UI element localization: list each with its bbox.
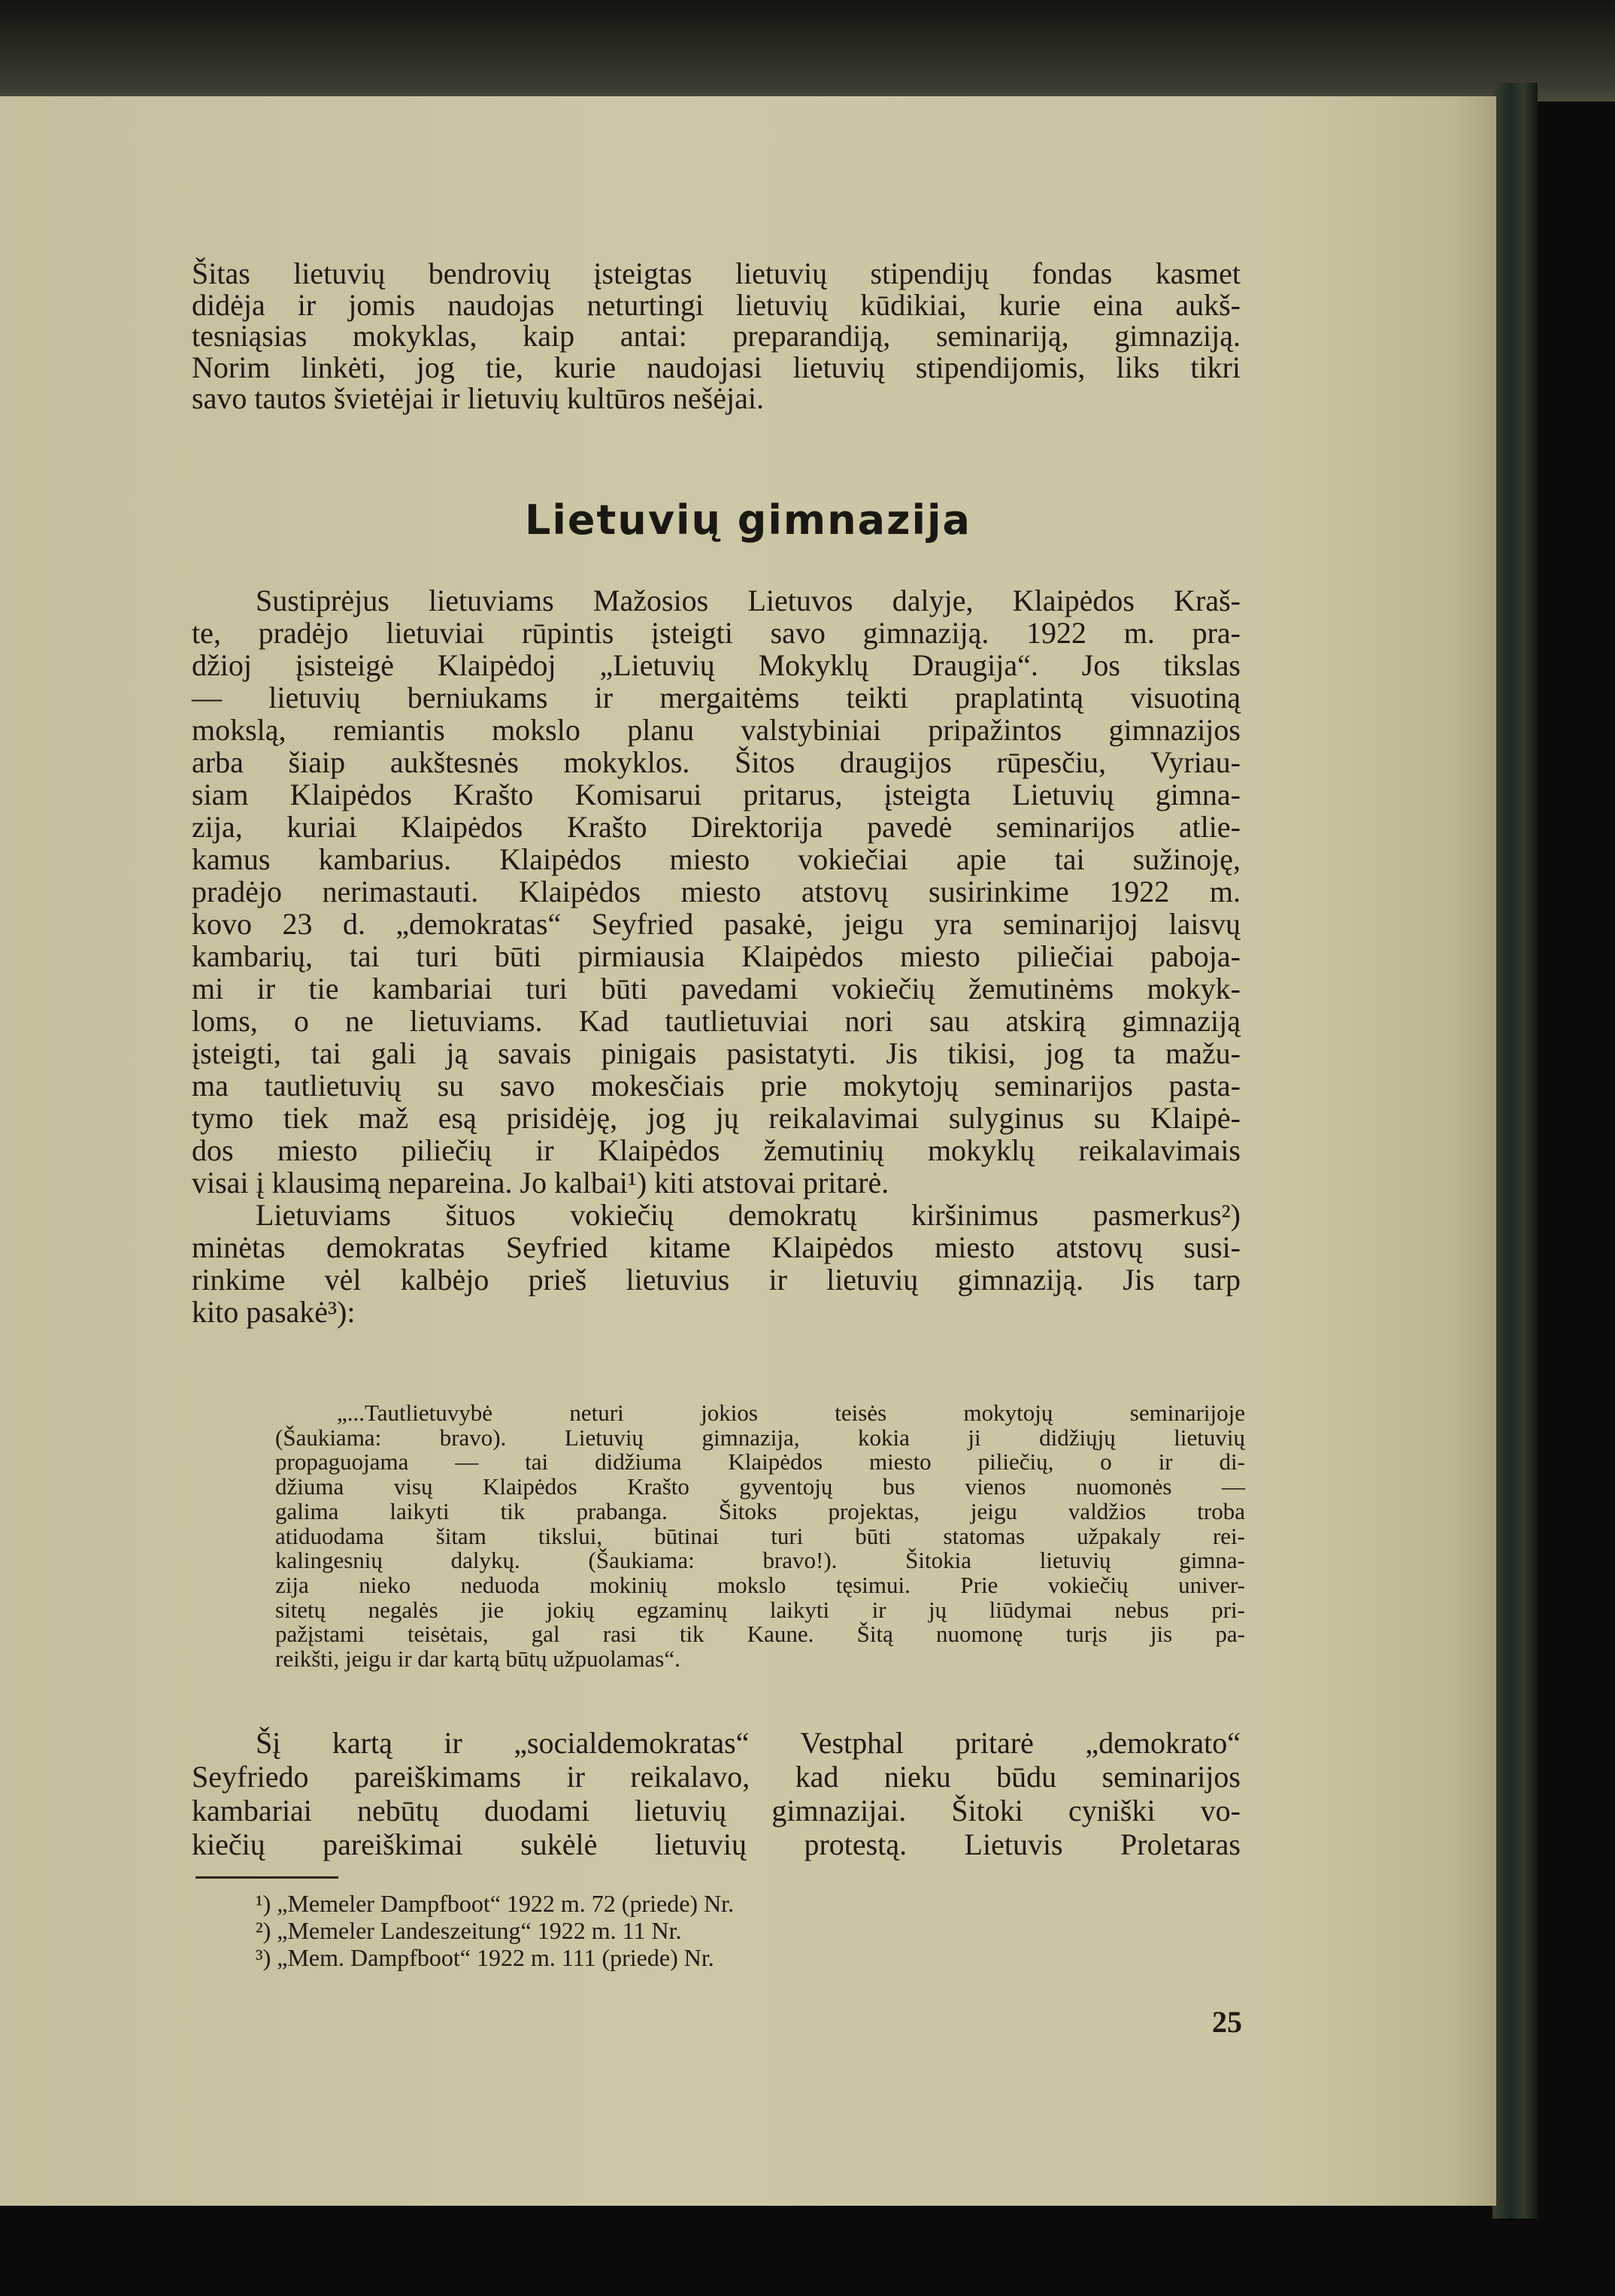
page-number: 25 <box>1212 2005 1242 2039</box>
text-line: reikšti, jeigu ir dar kartą būtų užpuolamas“. <box>275 1645 680 1673</box>
text-line: propaguojama — tai didžiuma Klaipėdos miesto piliečių, o ir di- <box>275 1448 1245 1476</box>
paragraph-gymnasium-history <box>192 584 1241 1328</box>
text-line: tymo tiek maž esą prisidėję, jog jų reikalavimai sulyginus su Klaipė- <box>192 1101 1241 1135</box>
text-line: „...Tautlietuvybė neturi jokios teisės mokytojų seminarijoje <box>337 1400 1245 1426</box>
text-line: Norim linkėti, jog tie, kurie naudojasi lietuvių stipendijomis, liks tikri <box>192 350 1241 384</box>
text-line: mokslą, remiantis mokslo planu valstybiniai pripažintos gimnazijos <box>192 713 1241 747</box>
paragraph-founding <box>192 584 1241 1199</box>
paragraph-seyfried <box>192 1199 1241 1328</box>
block-quote <box>275 1401 1245 1672</box>
text-line: (Šaukiama: bravo). Lietuvių gimnazija, kokia ji didžiųjų lietuvių <box>275 1424 1245 1451</box>
text-line: kambarių, tai turi būti pirmiausia Klaipėdos miesto piliečiai paboja- <box>192 939 1241 973</box>
text-line: dos miesto piliečių ir Klaipėdos žemutinių mokyklų reikalavimais <box>192 1133 1241 1167</box>
footnotes <box>256 1890 1158 1971</box>
paragraph-stipend-fund <box>192 258 1241 414</box>
section-heading: Lietuvių gimnazija <box>525 496 971 544</box>
footnote-2: ²) „Memeler Landeszeitung“ 1922 m. 11 Nr. <box>256 1917 682 1944</box>
text-line: minėtas demokratas Seyfried kitame Klaipėdos miesto atstovų susi- <box>192 1230 1241 1264</box>
text-line: arba šiaip aukštesnės mokyklos. Šitos draugijos rūpesčiu, Vyriau- <box>192 745 1241 779</box>
text-line: ma tautlietuvių su savo mokesčiais prie mokytojų seminarijos pasta- <box>192 1069 1241 1103</box>
text-line: įsteigti, tai gali ją savais pinigais pasistatyti. Jis tikisi, jog ta mažu- <box>192 1036 1241 1070</box>
text-line: Šitas lietuvių bendrovių įsteigtas lietuvių stipendijų fondas kasmet <box>192 256 1241 290</box>
text-line: rinkime vėl kalbėjo prieš lietuvius ir lietuvių gimnaziją. Jis tarp <box>192 1263 1241 1297</box>
scan-top-border <box>0 0 1615 102</box>
text-line: — lietuvių berniukams ir mergaitėms teikti praplatintą visuotiną <box>192 681 1241 714</box>
text-line: kamus kambarius. Klaipėdos miesto vokiečiai apie tai sužinoję, <box>192 842 1241 876</box>
text-line: didėja ir jomis naudojas neturtingi lietuvių kūdikiai, kurie eina aukš- <box>192 287 1241 322</box>
footnote-3: ³) „Mem. Dampfboot“ 1922 m. 111 (priede) Nr. <box>256 1944 714 1971</box>
book-spine-edge <box>1492 83 1538 2219</box>
text-line: Seyfriedo pareiškimams ir reikalavo, kad nieku būdu seminarijos <box>192 1760 1241 1794</box>
text-line: kiečių pareiškimai sukėlė lietuvių protestą. Lietuvis Proletaras <box>192 1827 1241 1861</box>
text-line: visai į klausimą nepareina. Jo kalbai¹) kiti atstovai pritarė. <box>192 1166 889 1200</box>
text-line: tesniąsias mokyklas, kaip antai: preparandiją, seminariją, gimnaziją. <box>192 319 1241 353</box>
footnote-divider <box>195 1876 338 1879</box>
text-line: džioj įsisteigė Klaipėdoj „Lietuvių Mokyklų Draugija“. Jos tikslas <box>192 648 1241 682</box>
text-line: džiuma visų Klaipėdos Krašto gyventojų bus vienos nuomonės — <box>275 1473 1245 1500</box>
text-line: zija nieko neduoda mokinių mokslo tęsimui. Prie vokiečių univer- <box>275 1571 1245 1598</box>
paragraph-vestphal <box>192 1726 1241 1861</box>
text-line: savo tautos švietėjai ir lietuvių kultūros nešėjai. <box>192 381 764 415</box>
text-line: kito pasakė³): <box>192 1295 356 1329</box>
text-line: zija, kuriai Klaipėdos Krašto Direktorija pavedė seminarijos atlie- <box>192 810 1241 844</box>
text-line: Šį kartą ir „socialdemokratas“ Vestphal pritarė „demokrato“ <box>256 1726 1241 1760</box>
text-line: pradėjo nerimastauti. Klaipėdos miesto atstovų susirinkime 1922 m. <box>192 875 1241 908</box>
text-line: galima laikyti tik prabanga. Šitoks projektas, jeigu valdžios troba <box>275 1497 1245 1524</box>
text-line: sitetų negalės jie jokių egzaminų laikyti ir jų liūdymai nebus pri- <box>275 1596 1245 1623</box>
footnote-1: ¹) „Memeler Dampfboot“ 1922 m. 72 (priede) Nr. <box>256 1890 735 1917</box>
text-line: te, pradėjo lietuviai rūpintis įsteigti savo gimnaziją. 1922 m. pra- <box>192 616 1241 650</box>
text-line: loms, o ne lietuviams. Kad tautlietuviai nori sau atskirą gimnaziją <box>192 1004 1241 1038</box>
text-line: pažįstami teisėtais, gal rasi tik Kaune. Šitą nuomonę turįs jis pa- <box>275 1621 1245 1648</box>
text-line: kovo 23 d. „demokratas“ Seyfried pasakė, jeigu yra seminarijoj laisvų <box>192 907 1241 941</box>
text-line: siam Klaipėdos Krašto Komisarui pritarus, įsteigta Lietuvių gimna- <box>192 778 1241 811</box>
text-line: mi ir tie kambariai turi būti pavedami vokiečių žemutinėms mokyk- <box>192 972 1241 1005</box>
text-line: kambariai nebūtų duodami lietuvių gimnazijai. Šitoki cyniški vo- <box>192 1794 1241 1827</box>
text-line: atiduodama šitam tikslui, būtinai turi būti statomas užpakaly rei- <box>275 1522 1245 1549</box>
text-line: Sustiprėjus lietuviams Mažosios Lietuvos dalyje, Klaipėdos Kraš- <box>256 584 1241 617</box>
text-line: Lietuviams šituos vokiečių demokratų kiršinimus pasmerkus²) <box>256 1198 1241 1232</box>
text-line: kalingesnių dalykų. (Šaukiama: bravo!). Šitokia lietuvių gimna- <box>275 1547 1245 1574</box>
